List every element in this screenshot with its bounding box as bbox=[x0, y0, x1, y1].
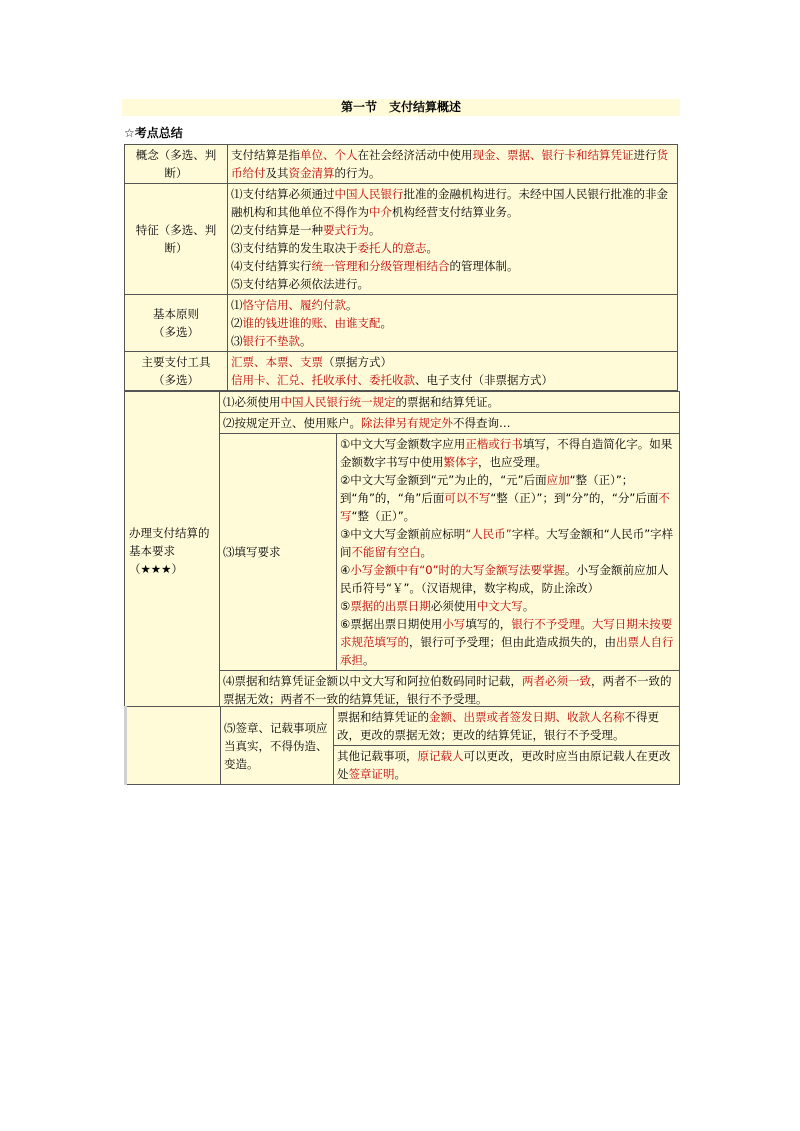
highlight-text: 小写 bbox=[442, 617, 466, 631]
highlight-text: 单位、个人 bbox=[300, 148, 358, 162]
text-segment: 不得更改，更改的票据无效；更改的结算凭证，银行不予受理。 bbox=[337, 710, 659, 742]
text-segment: （票据方式） bbox=[323, 355, 392, 369]
text-segment: “整（正）”；到“角”的，“角”后面 bbox=[340, 473, 634, 505]
highlight-text: 出票人自行承担 bbox=[340, 635, 674, 667]
tools-row bbox=[125, 352, 678, 391]
content-line bbox=[231, 371, 674, 389]
highlight-text: 要式行为 bbox=[323, 223, 369, 237]
tools-label-line2: （多选） bbox=[153, 373, 199, 387]
text-segment: 、电子支付（非票据方式） bbox=[415, 373, 553, 387]
principles-row bbox=[125, 295, 678, 352]
features-content bbox=[228, 184, 678, 295]
text-segment: 。 bbox=[580, 617, 592, 631]
text-segment: 。 bbox=[426, 241, 438, 255]
text-segment: ⑥票据出票日期使用 bbox=[340, 617, 443, 631]
text-segment: 。 bbox=[300, 334, 312, 348]
highlight-text: 原记载人 bbox=[417, 749, 464, 763]
highlight-text: 票据的出票日期 bbox=[350, 599, 431, 613]
highlight-text: 资金清算 bbox=[288, 166, 335, 180]
text-segment: 。 bbox=[346, 298, 358, 312]
highlight-text: 正楷或行书 bbox=[465, 437, 523, 451]
text-segment: 。 bbox=[369, 223, 381, 237]
principles-content bbox=[228, 295, 678, 352]
highlight-text: 委托人的意志 bbox=[357, 241, 427, 255]
content-line bbox=[231, 296, 674, 314]
req-3-label: ⑶填写要求 bbox=[220, 434, 337, 671]
highlight-text: 银行不予受理 bbox=[511, 617, 581, 631]
text-segment: 其他记载事项， bbox=[337, 749, 418, 763]
text-segment: ⑶支付结算的发生取决于 bbox=[231, 241, 358, 255]
text-segment: “整（正）”；到“分”的，“分”后面 bbox=[490, 491, 659, 505]
concept-content bbox=[228, 145, 678, 184]
text-segment: 。 bbox=[394, 767, 406, 781]
content-line bbox=[340, 597, 676, 615]
highlight-text: 中国人民银行 bbox=[334, 187, 404, 201]
concept-row bbox=[125, 145, 678, 184]
text-segment: 。 bbox=[522, 599, 535, 613]
req-5-item-1 bbox=[334, 707, 680, 746]
text-segment: ③中文大写金额前应标明 bbox=[340, 527, 466, 541]
content-line bbox=[231, 275, 674, 293]
text-segment: ⑵支付结算是一种 bbox=[231, 223, 323, 237]
tools-content bbox=[228, 352, 678, 391]
highlight-text: 信用卡、汇兑、托收承付、委托收款 bbox=[231, 373, 415, 387]
text-segment: 字样。大写金额和“人民币”字样间 bbox=[340, 527, 674, 559]
highlight-text: 中国人民银行统一规定 bbox=[280, 395, 396, 409]
req-3-content bbox=[337, 434, 680, 671]
requirements-table bbox=[124, 391, 680, 710]
features-row bbox=[125, 184, 678, 295]
text-segment: 。 bbox=[363, 653, 375, 667]
text-segment: 及其 bbox=[265, 166, 289, 180]
tools-label bbox=[125, 352, 228, 391]
concept-label: 概念（多选、判断） bbox=[125, 145, 228, 184]
highlight-text: 现金、票据、银行卡和结算凭证 bbox=[472, 148, 634, 162]
text-segment: 填写，不得自造简化字。如果金额数字书写中使用 bbox=[340, 437, 673, 469]
blank-cell bbox=[126, 707, 221, 785]
requirements-table-continued bbox=[124, 706, 680, 785]
highlight-text: 货币给付 bbox=[231, 148, 668, 180]
text-segment: ⑸支付结算必须依法进行。 bbox=[231, 277, 369, 291]
text-segment: ⑴必须使用 bbox=[223, 395, 281, 409]
text-segment: ⑴ bbox=[231, 298, 243, 312]
highlight-text: 应加 bbox=[546, 473, 570, 487]
highlight-text: 谁的钱进谁的账、由谁支配 bbox=[242, 316, 381, 330]
content-line bbox=[231, 239, 674, 257]
req-5-row-a bbox=[126, 707, 680, 746]
requirements-label: 办理支付结算的基本要求（★★★） bbox=[125, 392, 220, 710]
features-label: 特征（多选、判断） bbox=[125, 184, 228, 295]
text-segment: ⑵ bbox=[231, 316, 243, 330]
highlight-text: 繁体字 bbox=[443, 455, 478, 469]
highlight-text: 不写 bbox=[340, 491, 670, 523]
text-segment: 票据和结算凭证的 bbox=[337, 710, 429, 724]
text-segment: 机构经营支付结算业务。 bbox=[392, 205, 519, 219]
highlight-text: 签章证明 bbox=[348, 767, 395, 781]
text-segment: ①中文大写金额数字应用 bbox=[340, 437, 466, 451]
content-line bbox=[340, 615, 676, 669]
highlight-text: 恪守信用、履约付款 bbox=[242, 298, 346, 312]
text-segment: 。 bbox=[420, 545, 432, 559]
text-segment: 的票据和结算凭证。 bbox=[395, 395, 499, 409]
text-segment: ，也应受理。 bbox=[478, 455, 547, 469]
page-title: 第一节 支付结算概述 bbox=[122, 99, 680, 116]
text-segment: ④ bbox=[340, 563, 351, 577]
highlight-text: 中介 bbox=[369, 205, 392, 219]
req-5-label: ⑸签章、记载事项应当真实，不得伪造、变造。 bbox=[221, 707, 334, 785]
highlight-text: 中文大写 bbox=[476, 599, 523, 613]
text-segment: ，两者不一致的票据无效；两者不一致的结算凭证，银行不予受理。 bbox=[223, 674, 672, 706]
text-segment: 批准的金融机构进行。未经中国人民银行批准的非金融机构和其他单位不得作为 bbox=[231, 187, 668, 219]
highlight-text: 汇票、本票、支票 bbox=[231, 355, 323, 369]
text-segment: 进行 bbox=[633, 148, 657, 162]
text-segment: ⑷票据和结算凭证金额以中文大写和阿拉伯数码同时记载， bbox=[223, 674, 522, 688]
content-line bbox=[340, 471, 676, 525]
req-2 bbox=[220, 413, 680, 434]
highlight-text: 金额、出票或者签发日期、收款人名称 bbox=[429, 710, 625, 724]
req-5-item-2 bbox=[334, 746, 680, 785]
text-segment: 的管理体制。 bbox=[449, 259, 519, 273]
principles-label bbox=[125, 295, 228, 352]
highlight-text: “人民币” bbox=[465, 527, 512, 541]
highlight-text: 小写金额中有“0”时的大写金额写法要掌握 bbox=[350, 563, 566, 577]
text-segment: 必须使用 bbox=[430, 599, 477, 613]
content-line bbox=[231, 314, 674, 332]
highlight-text: 可以不写 bbox=[444, 491, 491, 505]
req-4 bbox=[220, 671, 680, 710]
highlight-text: 银行不垫款 bbox=[242, 334, 300, 348]
text-segment: ②中文大写金额到“元”为止的，“元”后面 bbox=[340, 473, 547, 487]
text-segment: ⑵按规定开立、使用账户。 bbox=[223, 416, 361, 430]
text-segment: 不得查询… bbox=[453, 416, 511, 430]
text-segment: ⑶ bbox=[231, 334, 243, 348]
text-segment: ⑴支付结算必须通过 bbox=[231, 187, 335, 201]
highlight-text: 除法律另有规定外 bbox=[361, 416, 453, 430]
highlight-text: 统一管理和分级管理相结合 bbox=[311, 259, 450, 273]
highlight-text: 不能留有空白 bbox=[351, 545, 421, 559]
section-heading: ☆考点总结 bbox=[124, 126, 183, 140]
content-line bbox=[231, 221, 674, 239]
text-segment: 的行为。 bbox=[334, 166, 381, 180]
text-segment: 填写的， bbox=[465, 617, 512, 631]
text-segment: 。小写金额前应加人民币符号“￥”。（汉语规律，数字构成，防止涂改） bbox=[340, 563, 669, 595]
req-row-1 bbox=[125, 392, 680, 413]
content-line bbox=[340, 435, 676, 471]
req-1 bbox=[220, 392, 680, 413]
text-segment: ⑤ bbox=[340, 599, 351, 613]
highlight-text: 大写日期未按要求规范填写的 bbox=[340, 617, 673, 649]
content-line bbox=[340, 561, 676, 597]
content-line bbox=[231, 353, 674, 371]
principles-label-line1: 基本原则 bbox=[153, 307, 199, 321]
text-segment: 在社会经济活动中使用 bbox=[357, 148, 473, 162]
summary-table bbox=[124, 144, 678, 391]
text-segment: 。 bbox=[380, 316, 392, 330]
tools-label-line1: 主要支付工具 bbox=[141, 355, 211, 369]
content-line bbox=[231, 332, 674, 350]
content-line bbox=[231, 257, 674, 275]
text-segment: ⑷支付结算实行 bbox=[231, 259, 312, 273]
content-line bbox=[231, 185, 674, 221]
principles-label-line2: （多选） bbox=[153, 325, 199, 339]
highlight-text: 两者必须一致 bbox=[522, 674, 591, 688]
text-segment: 可以更改，更改时应当由原记载人在更改处 bbox=[337, 749, 671, 781]
content-line bbox=[340, 525, 676, 561]
text-segment: 支付结算是指 bbox=[231, 148, 300, 162]
text-segment: “整（正）”。 bbox=[351, 509, 416, 523]
text-segment: ，银行可予受理；但由此造成损失的，由 bbox=[409, 635, 616, 649]
